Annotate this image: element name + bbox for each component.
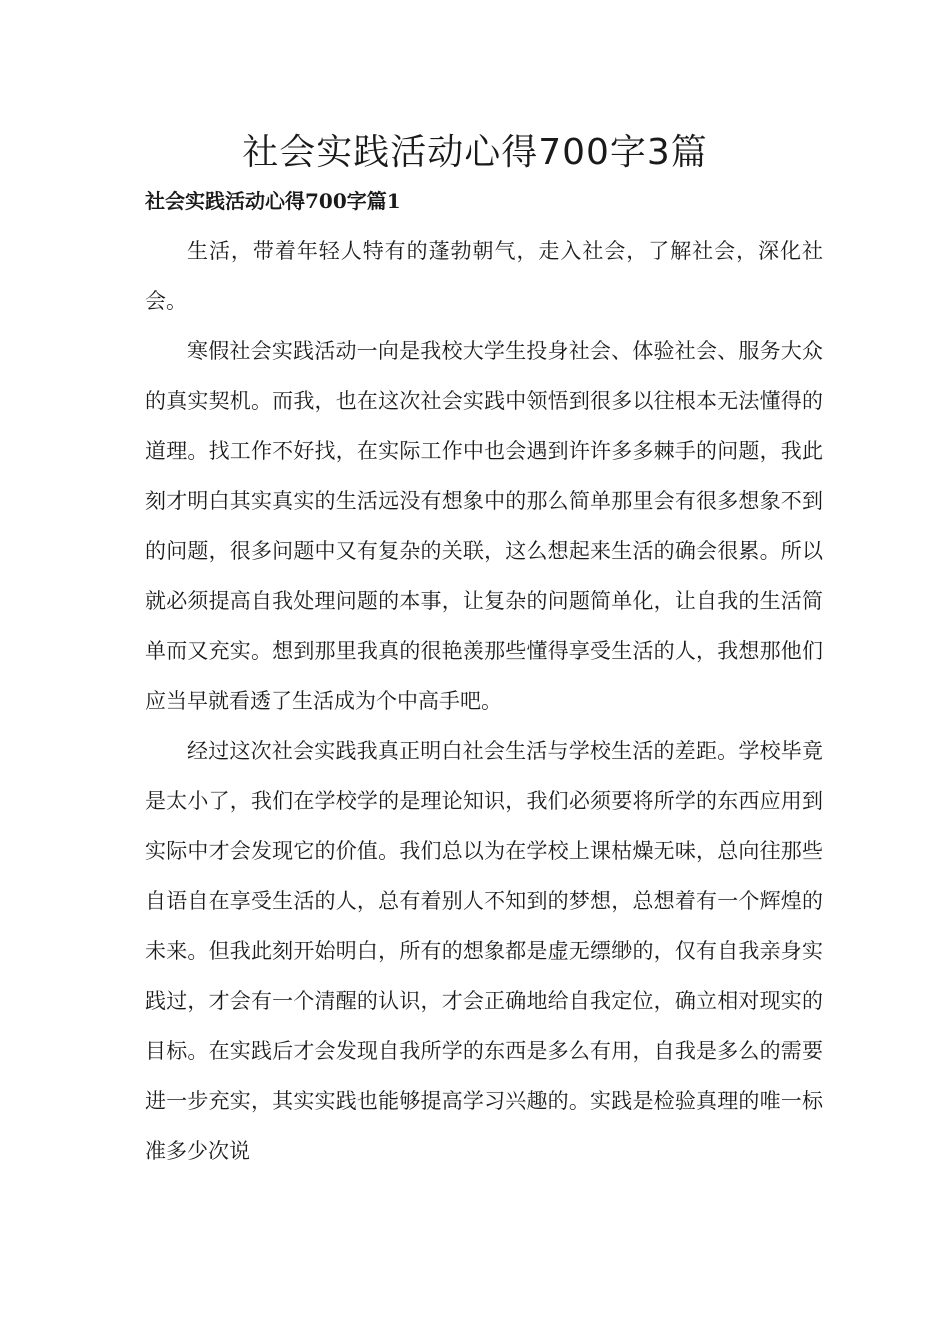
document-body — [145, 226, 823, 1176]
paragraph-3: 经过这次社会实践我真正明白社会生活与学校生活的差距。学校毕竟是太小了，我们在学校学的是理论知识，我们必须要将所学的东西应用到实际中才会发现它的价值。我们总以为在学校上课枯燥无味，总向往那些自语自在享受生活的人，总有着别人不知到的梦想，总想着有一个辉煌的未来。但我此刻开始明白，所有的想象都是虚无缥缈的，仅有自我亲身实践过，才会有一个清醒的认识，才会正确地给自我定位，确立相对现实的目标。在实践后才会发现自我所学的东西是多么有用，自我是多么的需要进一步充实，其实实践也能够提高学习兴趣的。实践是检验真理的唯一标准多少次说 — [145, 739, 823, 1163]
document-title: 社会实践活动心得700字3篇 — [242, 132, 708, 173]
paragraph-1: 生活，带着年轻人特有的蓬勃朝气，走入社会，了解社会，深化社会。 — [145, 239, 823, 313]
paragraph-2: 寒假社会实践活动一向是我校大学生投身社会、体验社会、服务大众的真实契机。而我，也在这次社会实践中领悟到很多以往根本无法懂得的道理。找工作不好找，在实际工作中也会遇到许许多多棘手的问题，我此刻才明白其实真实的生活远没有想象中的那么简单那里会有很多想象不到的问题，很多问题中又有复杂的关联，这么想起来生活的确会很累。所以就必须提高自我处理问题的本事，让复杂的问题简单化，让自我的生活简单而又充实。想到那里我真的很艳羡那些懂得享受生活的人，我想那他们应当早就看透了生活成为个中高手吧。 — [145, 339, 823, 713]
section-heading: 社会实践活动心得700字篇1 — [145, 189, 401, 213]
